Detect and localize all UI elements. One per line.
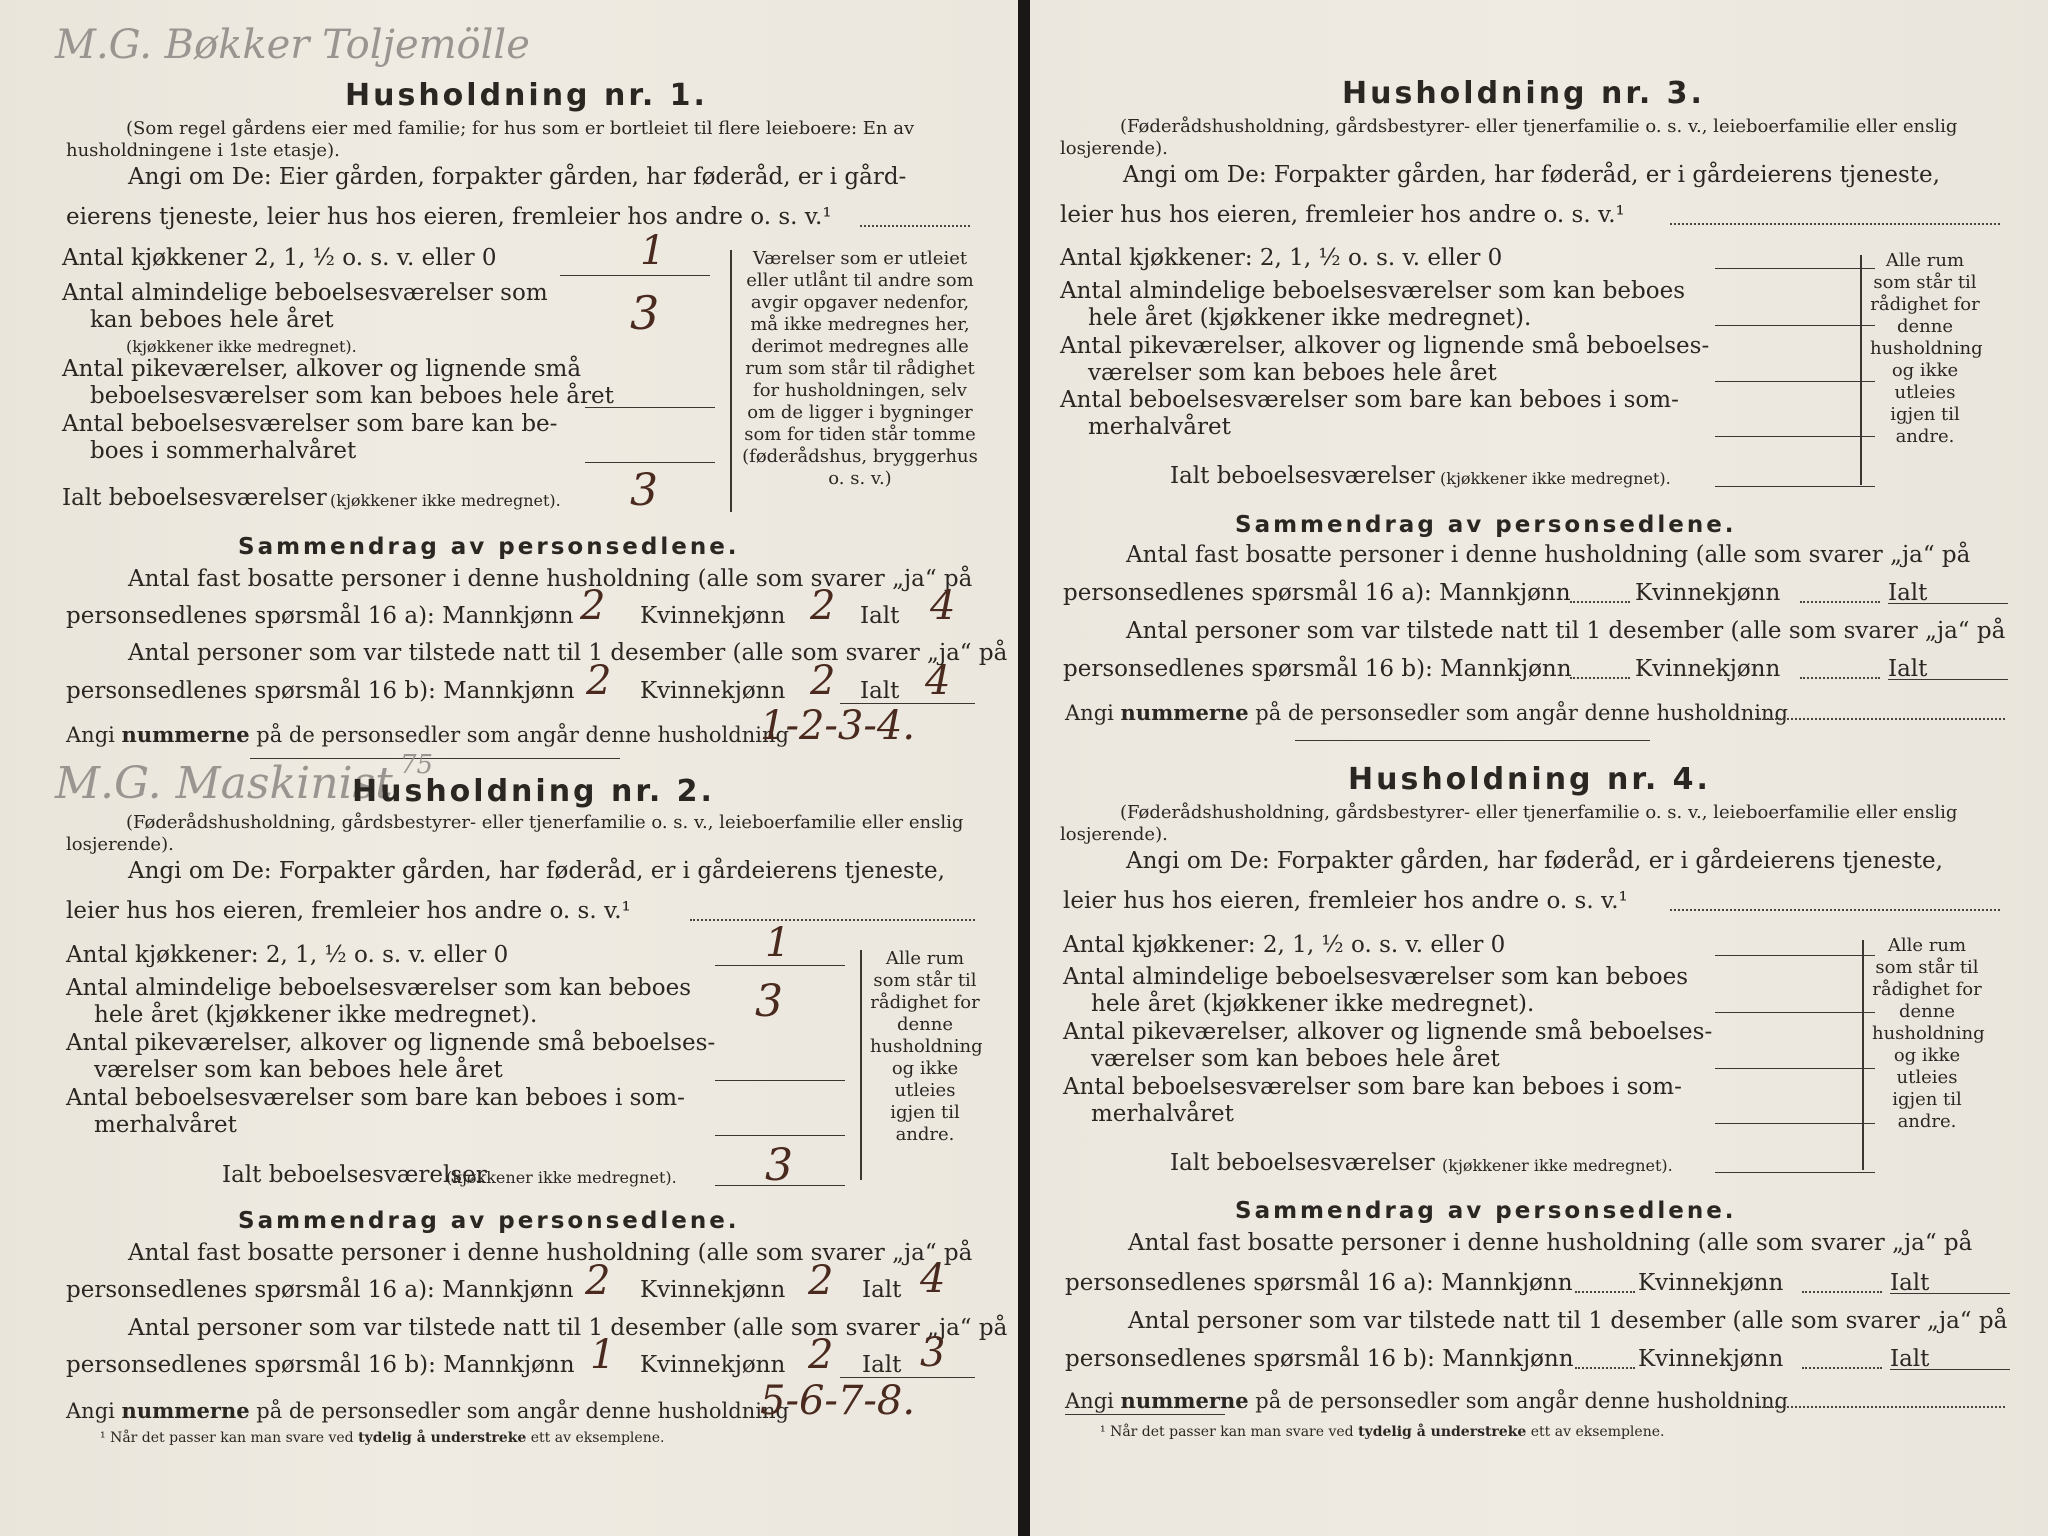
h3-angi-fill bbox=[1750, 718, 2005, 720]
h4-som-label-1: Antal beboelsesværelser som bare kan beboes i som- bbox=[1063, 1074, 1682, 1100]
h1-pike-rule bbox=[585, 407, 715, 408]
h2-kjokken-value: 1 bbox=[765, 920, 791, 966]
h3-som-label-2: merhalvåret bbox=[1088, 414, 1231, 440]
h3-side-note: Alle rum som står til rådighet for denne husholdning og ikke utleies igjen til andre. bbox=[1870, 250, 1983, 447]
h1-fast-ialt-label: Ialt bbox=[860, 603, 900, 629]
h3-ialt-rule bbox=[1715, 486, 1875, 487]
h4-side-brace bbox=[1862, 940, 1864, 1170]
h4-angi-nummerne: Angi nummerne på de personsedler som angår denne husholdning bbox=[1065, 1388, 1788, 1413]
h2-til-ialt-label: Ialt bbox=[862, 1352, 902, 1378]
h1-alm-label-3: (kjøkkener ikke medregnet). bbox=[126, 337, 357, 356]
h3-separator bbox=[1295, 740, 1650, 741]
h4-til-kvinne-label: Kvinnekjønn bbox=[1638, 1346, 1784, 1372]
h4-ialt-label: Ialt beboelsesværelser bbox=[1170, 1150, 1435, 1176]
right-footnote: ¹ Når det passer kan man svare ved tydelig å understreke ett av eksemplene. bbox=[1100, 1424, 1665, 1440]
h3-til-ialt-rule bbox=[1888, 679, 2008, 680]
h1-som-rule bbox=[585, 462, 715, 463]
h2-til-mann: 1 bbox=[590, 1332, 616, 1378]
h3-fast-line1: Antal fast bosatte personer i denne husholdning (alle som svarer „ja“ på bbox=[1126, 542, 1971, 568]
h2-fast-line1: Antal fast bosatte personer i denne husholdning (alle som svarer „ja“ på bbox=[128, 1240, 973, 1266]
h3-pike-label-1: Antal pikeværelser, alkover og lignende små beboelses- bbox=[1060, 333, 1710, 359]
h3-ialt-note: (kjøkkener ikke medregnet). bbox=[1440, 469, 1671, 488]
h1-fast-ialt: 4 bbox=[930, 583, 956, 629]
h4-fast-line2: personsedlenes spørsmål 16 a): Mannkjønn bbox=[1065, 1270, 1573, 1296]
h3-fast-ialt-label: Ialt bbox=[1888, 580, 1928, 606]
h1-side-brace bbox=[730, 250, 732, 512]
household-2-title: Husholdning nr. 2. bbox=[352, 774, 715, 809]
h1-angi-nummerne: Angi nummerne på de personsedler som angår denne husholdning bbox=[66, 722, 789, 747]
h3-til-kvinne-label: Kvinnekjønn bbox=[1635, 656, 1781, 682]
h4-summary-title: Sammendrag av personsedlene. bbox=[1235, 1198, 1737, 1224]
household-1-note: (Som regel gårdens eier med familie; for hus som er bortleiet til flere leieboere: En av husholdningene i 1ste etasje). bbox=[66, 118, 915, 161]
h4-alm-label-2: hele året (kjøkkener ikke medregnet). bbox=[1091, 991, 1535, 1017]
book-gutter bbox=[1018, 0, 1030, 1536]
h4-til-line2: personsedlenes spørsmål 16 b): Mannkjønn bbox=[1065, 1346, 1574, 1372]
h2-som-label-1: Antal beboelsesværelser som bare kan beboes i som- bbox=[66, 1085, 685, 1111]
h4-kjokken-label: Antal kjøkkener: 2, 1, ½ o. s. v. eller 0 bbox=[1063, 932, 1506, 958]
h4-kjokken-rule bbox=[1715, 955, 1875, 956]
h4-side-note: Alle rum som står til rådighet for denne husholdning og ikke utleies igjen til andre. bbox=[1872, 935, 1985, 1132]
h1-fast-mann: 2 bbox=[580, 583, 606, 629]
h4-fast-line1: Antal fast bosatte personer i denne husholdning (alle som svarer „ja“ på bbox=[1128, 1230, 1973, 1256]
household-1-angi-line1: Angi om De: Eier gården, forpakter gården, har føderåd, er i gård- bbox=[128, 164, 907, 190]
household-2-angi-fill bbox=[690, 919, 975, 921]
h1-side-note: Værelser som er utleiet eller utlånt til andre som avgir opgaver nedenfor, må ikke medregnes her, derimot medregnes alle rum som står til rådighet for husholdningen, selv om de ligger i bygninger som for tiden står tomme (føderådshus, bryggerhus o. s. v.) bbox=[742, 248, 978, 489]
h4-pike-rule bbox=[1715, 1068, 1875, 1069]
h3-til-kvinne-fill bbox=[1800, 677, 1880, 679]
h3-som-label-1: Antal beboelsesværelser som bare kan beboes i som- bbox=[1060, 387, 1679, 413]
household-3-angi-fill bbox=[1670, 223, 2000, 225]
h4-fast-mann-fill bbox=[1575, 1291, 1635, 1293]
household-3-note: (Føderådshusholdning, gårdsbestyrer- eller tjenerfamilie o. s. v., leieboerfamilie eller enslig losjerende). bbox=[1060, 116, 1958, 159]
pencil-annotation-mid-num: 75 bbox=[400, 750, 434, 780]
h4-fast-kvinne-label: Kvinnekjønn bbox=[1638, 1270, 1784, 1296]
h1-ialt-note: (kjøkkener ikke medregnet). bbox=[330, 491, 561, 510]
h2-side-note: Alle rum som står til rådighet for denne husholdning og ikke utleies igjen til andre. bbox=[870, 948, 983, 1145]
h2-fast-line2: personsedlenes spørsmål 16 a): Mannkjønn bbox=[66, 1277, 574, 1303]
h1-pike-label-2: beboelsesværelser som kan beboes hele året bbox=[90, 383, 614, 409]
h3-alm-rule bbox=[1715, 325, 1875, 326]
h4-til-mann-fill bbox=[1575, 1367, 1635, 1369]
h4-som-label-2: merhalvåret bbox=[1091, 1101, 1234, 1127]
household-4-angi-line2: leier hus hos eieren, fremleier hos andre o. s. v.¹ bbox=[1063, 888, 1628, 914]
h3-alm-label-1: Antal almindelige beboelsesværelser som kan beboes bbox=[1060, 278, 1686, 304]
h3-til-ialt-label: Ialt bbox=[1888, 656, 1928, 682]
h1-kjokken-value: 1 bbox=[640, 228, 666, 274]
h3-fast-kvinne-fill bbox=[1800, 601, 1880, 603]
h1-som-label-2: boes i sommerhalvåret bbox=[90, 438, 357, 464]
h2-alm-label-1: Antal almindelige beboelsesværelser som kan beboes bbox=[66, 975, 692, 1001]
household-1-angi-fill bbox=[860, 225, 970, 227]
h3-til-mann-fill bbox=[1570, 677, 1630, 679]
pencil-annotation-mid: M.G. Maskinist bbox=[55, 758, 393, 809]
h2-til-ialt: 3 bbox=[920, 1330, 946, 1376]
household-2-note: (Føderådshusholdning, gårdsbestyrer- eller tjenerfamilie o. s. v., leieboerfamilie eller enslig losjerende). bbox=[66, 812, 964, 855]
h1-til-kvinne-label: Kvinnekjønn bbox=[640, 678, 786, 704]
h1-til-ialt: 4 bbox=[925, 658, 951, 704]
h3-fast-line2: personsedlenes spørsmål 16 a): Mannkjønn bbox=[1063, 580, 1571, 606]
h2-til-line1: Antal personer som var tilstede natt til 1 desember (alle som svarer „ja“ på bbox=[128, 1315, 1008, 1341]
h2-fast-kvinne-label: Kvinnekjønn bbox=[640, 1277, 786, 1303]
h3-kjokken-label: Antal kjøkkener: 2, 1, ½ o. s. v. eller 0 bbox=[1060, 245, 1503, 271]
h3-side-brace bbox=[1860, 255, 1862, 485]
h2-alm-value: 3 bbox=[755, 976, 783, 1027]
h1-fast-line2: personsedlenes spørsmål 16 a): Mannkjønn bbox=[66, 603, 574, 629]
household-4-title: Husholdning nr. 4. bbox=[1348, 762, 1711, 797]
h3-som-rule bbox=[1715, 436, 1875, 437]
h1-pike-label-1: Antal pikeværelser, alkover og lignende små bbox=[62, 356, 582, 382]
h2-som-rule bbox=[715, 1135, 845, 1136]
h2-til-kvinne: 2 bbox=[808, 1332, 834, 1378]
h1-fast-kvinne: 2 bbox=[810, 583, 836, 629]
h2-fast-ialt-label: Ialt bbox=[862, 1277, 902, 1303]
h4-til-kvinne-fill bbox=[1802, 1367, 1882, 1369]
h3-pike-label-2: værelser som kan beboes hele året bbox=[1088, 360, 1497, 386]
household-2-angi-line2: leier hus hos eieren, fremleier hos andre o. s. v.¹ bbox=[66, 898, 631, 924]
h1-ialt-label: Ialt beboelsesværelser bbox=[62, 485, 327, 511]
h3-fast-ialt-rule bbox=[1888, 603, 2008, 604]
h2-ialt-value: 3 bbox=[765, 1140, 793, 1191]
h1-summary-title: Sammendrag av personsedlene. bbox=[238, 534, 740, 560]
h1-til-kvinne: 2 bbox=[810, 658, 836, 704]
household-1-angi-line2: eierens tjeneste, leier hus hos eieren, fremleier hos andre o. s. v.¹ bbox=[66, 204, 832, 230]
h2-som-label-2: merhalvåret bbox=[94, 1112, 237, 1138]
h2-pike-label-1: Antal pikeværelser, alkover og lignende små beboelses- bbox=[66, 1030, 716, 1056]
h3-til-line1: Antal personer som var tilstede natt til 1 desember (alle som svarer „ja“ på bbox=[1126, 618, 2006, 644]
h2-til-kvinne-label: Kvinnekjønn bbox=[640, 1352, 786, 1378]
h2-alm-label-2: hele året (kjøkkener ikke medregnet). bbox=[94, 1002, 538, 1028]
h4-fast-kvinne-fill bbox=[1802, 1291, 1882, 1293]
h3-alm-label-2: hele året (kjøkkener ikke medregnet). bbox=[1088, 305, 1532, 331]
h1-alm-value: 3 bbox=[630, 286, 660, 340]
h3-summary-title: Sammendrag av personsedlene. bbox=[1235, 512, 1737, 538]
h2-kjokken-label: Antal kjøkkener: 2, 1, ½ o. s. v. eller 0 bbox=[66, 942, 509, 968]
h3-ialt-label: Ialt beboelsesværelser bbox=[1170, 463, 1435, 489]
h2-kjokken-rule bbox=[715, 965, 845, 966]
h2-ialt-rule bbox=[715, 1185, 845, 1186]
h3-angi-nummerne: Angi nummerne på de personsedler som angår denne husholdning bbox=[1065, 700, 1788, 725]
h4-fast-ialt-label: Ialt bbox=[1890, 1270, 1930, 1296]
h2-summary-title: Sammendrag av personsedlene. bbox=[238, 1208, 740, 1234]
household-2-angi-line1: Angi om De: Forpakter gården, har føderåd, er i gårdeierens tjeneste, bbox=[128, 858, 945, 884]
h1-person-numbers: 1-2-3-4. bbox=[760, 703, 916, 749]
h2-pike-label-2: værelser som kan beboes hele året bbox=[94, 1057, 503, 1083]
h2-person-numbers: 5-6-7-8. bbox=[760, 1378, 916, 1424]
h4-ialt-note: (kjøkkener ikke medregnet). bbox=[1442, 1156, 1673, 1175]
h3-fast-kvinne-label: Kvinnekjønn bbox=[1635, 580, 1781, 606]
left-footnote: ¹ Når det passer kan man svare ved tydelig å understreke ett av eksemplene. bbox=[100, 1430, 665, 1446]
h2-ialt-label: Ialt beboelsesværelser bbox=[222, 1162, 487, 1188]
household-3-angi-line1: Angi om De: Forpakter gården, har føderåd, er i gårdeierens tjeneste, bbox=[1123, 162, 1940, 188]
h4-til-ialt-label: Ialt bbox=[1890, 1346, 1930, 1372]
h2-ialt-note: (kjøkkener ikke medregnet). bbox=[446, 1168, 677, 1187]
household-4-note: (Føderådshusholdning, gårdsbestyrer- eller tjenerfamilie o. s. v., leieboerfamilie eller enslig losjerende). bbox=[1060, 802, 1958, 845]
h4-alm-rule bbox=[1715, 1012, 1875, 1013]
household-3-angi-line2: leier hus hos eieren, fremleier hos andre o. s. v.¹ bbox=[1060, 202, 1625, 228]
h2-fast-mann: 2 bbox=[585, 1258, 611, 1304]
pencil-annotation-top: M.G. Bøkker Toljemölle bbox=[55, 22, 530, 68]
h4-angi-fill bbox=[1750, 1406, 2005, 1408]
household-4-angi-line1: Angi om De: Forpakter gården, har føderåd, er i gårdeierens tjeneste, bbox=[1126, 848, 1943, 874]
h4-ialt-rule bbox=[1715, 1172, 1875, 1173]
h4-som-rule bbox=[1715, 1123, 1875, 1124]
h1-fast-kvinne-label: Kvinnekjønn bbox=[640, 603, 786, 629]
h1-alm-label-2: kan beboes hele året bbox=[90, 307, 334, 333]
h1-til-line1: Antal personer som var tilstede natt til 1 desember (alle som svarer „ja“ på bbox=[128, 640, 1008, 666]
h1-kjokken-rule bbox=[560, 275, 710, 276]
h1-kjokken-label: Antal kjøkkener 2, 1, ½ o. s. v. eller 0 bbox=[62, 245, 497, 271]
h3-pike-rule bbox=[1715, 381, 1875, 382]
household-4-angi-fill bbox=[1670, 909, 2000, 911]
household-1-title: Husholdning nr. 1. bbox=[345, 78, 708, 113]
h4-separator bbox=[1065, 1414, 1225, 1415]
h4-til-ialt-rule bbox=[1890, 1369, 2010, 1370]
h1-til-ialt-label: Ialt bbox=[860, 678, 900, 704]
h4-pike-label-1: Antal pikeværelser, alkover og lignende små beboelses- bbox=[1063, 1019, 1713, 1045]
h2-til-line2: personsedlenes spørsmål 16 b): Mannkjønn bbox=[66, 1352, 575, 1378]
h4-fast-ialt-rule bbox=[1890, 1293, 2010, 1294]
h4-pike-label-2: værelser som kan beboes hele året bbox=[1091, 1046, 1500, 1072]
h3-fast-mann-fill bbox=[1570, 601, 1630, 603]
right-page bbox=[1030, 0, 2048, 1536]
h2-fast-ialt: 4 bbox=[920, 1256, 946, 1302]
h1-fast-line1: Antal fast bosatte personer i denne husholdning (alle som svarer „ja“ på bbox=[128, 566, 973, 592]
h2-pike-rule bbox=[715, 1080, 845, 1081]
h1-ialt-value: 3 bbox=[630, 465, 658, 516]
h1-som-label-1: Antal beboelsesværelser som bare kan be- bbox=[62, 411, 558, 437]
left-page bbox=[0, 0, 1018, 1536]
household-3-title: Husholdning nr. 3. bbox=[1342, 76, 1705, 111]
h1-alm-label-1: Antal almindelige beboelsesværelser som bbox=[62, 280, 548, 306]
h1-til-mann: 2 bbox=[586, 658, 612, 704]
h4-alm-label-1: Antal almindelige beboelsesværelser som kan beboes bbox=[1063, 964, 1689, 990]
h2-angi-nummerne: Angi nummerne på de personsedler som angår denne husholdning bbox=[66, 1398, 789, 1423]
h3-kjokken-rule bbox=[1715, 268, 1875, 269]
h2-fast-kvinne: 2 bbox=[808, 1258, 834, 1304]
h2-side-brace bbox=[860, 950, 862, 1180]
h1-til-line2: personsedlenes spørsmål 16 b): Mannkjønn bbox=[66, 678, 575, 704]
h3-til-line2: personsedlenes spørsmål 16 b): Mannkjønn bbox=[1063, 656, 1572, 682]
h4-til-line1: Antal personer som var tilstede natt til 1 desember (alle som svarer „ja“ på bbox=[1128, 1308, 2008, 1334]
